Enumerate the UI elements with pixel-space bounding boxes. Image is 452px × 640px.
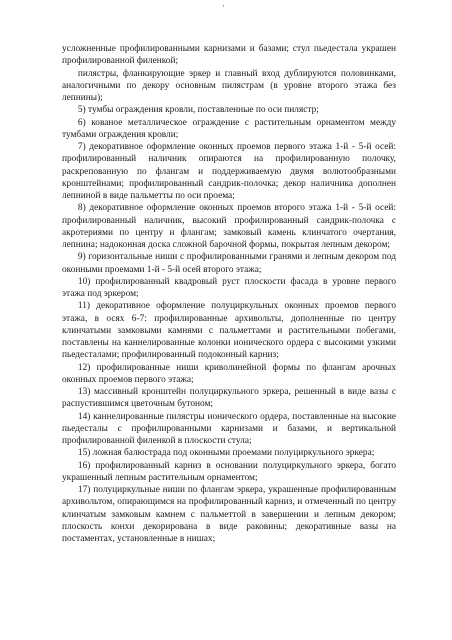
paragraph: 13) массивный кронштейн полуциркульного эркера, решенный в виде вазы с распустившимся цветочным бутоном; xyxy=(62,387,396,410)
paragraph: 5) тумбы ограждения кровли, поставленные по оси пилястр; xyxy=(77,105,319,116)
paragraph: 11) декоративное оформление полуциркульных оконных проемов первого этажа, в осях 6-7: профилированные архивольты, дополненные по центру клинчатыми замковыми камнями с пальметтами и растительными побегами, поставлены на каннелированные колонки ионического ордера с высокими узкими пьедесталами; профилированный подоконный карниз; xyxy=(62,301,396,361)
page-mark: ' xyxy=(223,4,225,12)
paragraph: пилястры, фланкирующие эркер и главный вход дублируются половинками, аналогичными по декору основным пилястрам (в уровне второго этажа без лепнины); xyxy=(62,68,396,103)
paragraph: 9) горизонтальные ниши с профилированными гранями и лепным декором под оконными проемами 1-й - 5-й осей второго этажа; xyxy=(62,252,396,275)
paragraph: 17) полуциркульные ниши по флангам эркера, украшенные профилированным архивольтом, опирающимся на профилированный карниз, и отмеченный по центру клинчатым замковым камнем с пальметтой в завершении и лепным декором; плоскость конхи декорирована в виде раковины; декоративные вазы на постаментах, установленные в нишах; xyxy=(62,485,396,544)
paragraph: 6) кованое металлическое ограждение с растительным орнаментом между тумбами ограждения кровли; xyxy=(62,117,396,140)
paragraph: 7) декоративное оформление оконных проемов первого этажа 1-й - 5-й осей: профилированный наличник опираются на профилированную полочку, раскрепованную по флангам и поддерживаемую двумя волютообразными кронштейнами; профилированный сандрик-полочка; декор наличника дополнен лепниной в виде пальметты по оси проема; xyxy=(62,142,396,201)
paragraph: усложненные профилированными карнизами и базами; стул пьедестала украшен профилированной филенкой; xyxy=(62,44,396,67)
paragraph: 14) каннелированные пилястры ионического ордера, поставленные на высокие пьедесталы с профилированными карнизами и базами, и вертикальной профилированной филенкой в плоскости стула; xyxy=(62,411,396,446)
document-body xyxy=(62,43,396,545)
paragraph: 12) профилированные ниши криволинейной формы по флангам арочных оконных проемов первого этажа; xyxy=(62,362,396,385)
paragraph: 8) декоративное оформление оконных проемов второго этажа 1-й - 5-й осей: профилированный наличник, высокий профилированный сандрик-полочка с акротериями по центру и флангам; замковый камень клинчатого очертания, лепнина; надоконная доска сложной барочной формы, покрытая лепным декором; xyxy=(62,203,396,250)
paragraph: 10) профилированный квадровый руст плоскости фасада в уровне первого этажа под эркером; xyxy=(62,276,396,299)
paragraph: 15) ложная балюстрада под оконными проемами полуциркульного эркера; xyxy=(77,448,375,459)
paragraph: 16) профилированный карниз в основании полуциркульного эркера, богато украшенный лепным растительным орнаментом; xyxy=(62,460,396,483)
